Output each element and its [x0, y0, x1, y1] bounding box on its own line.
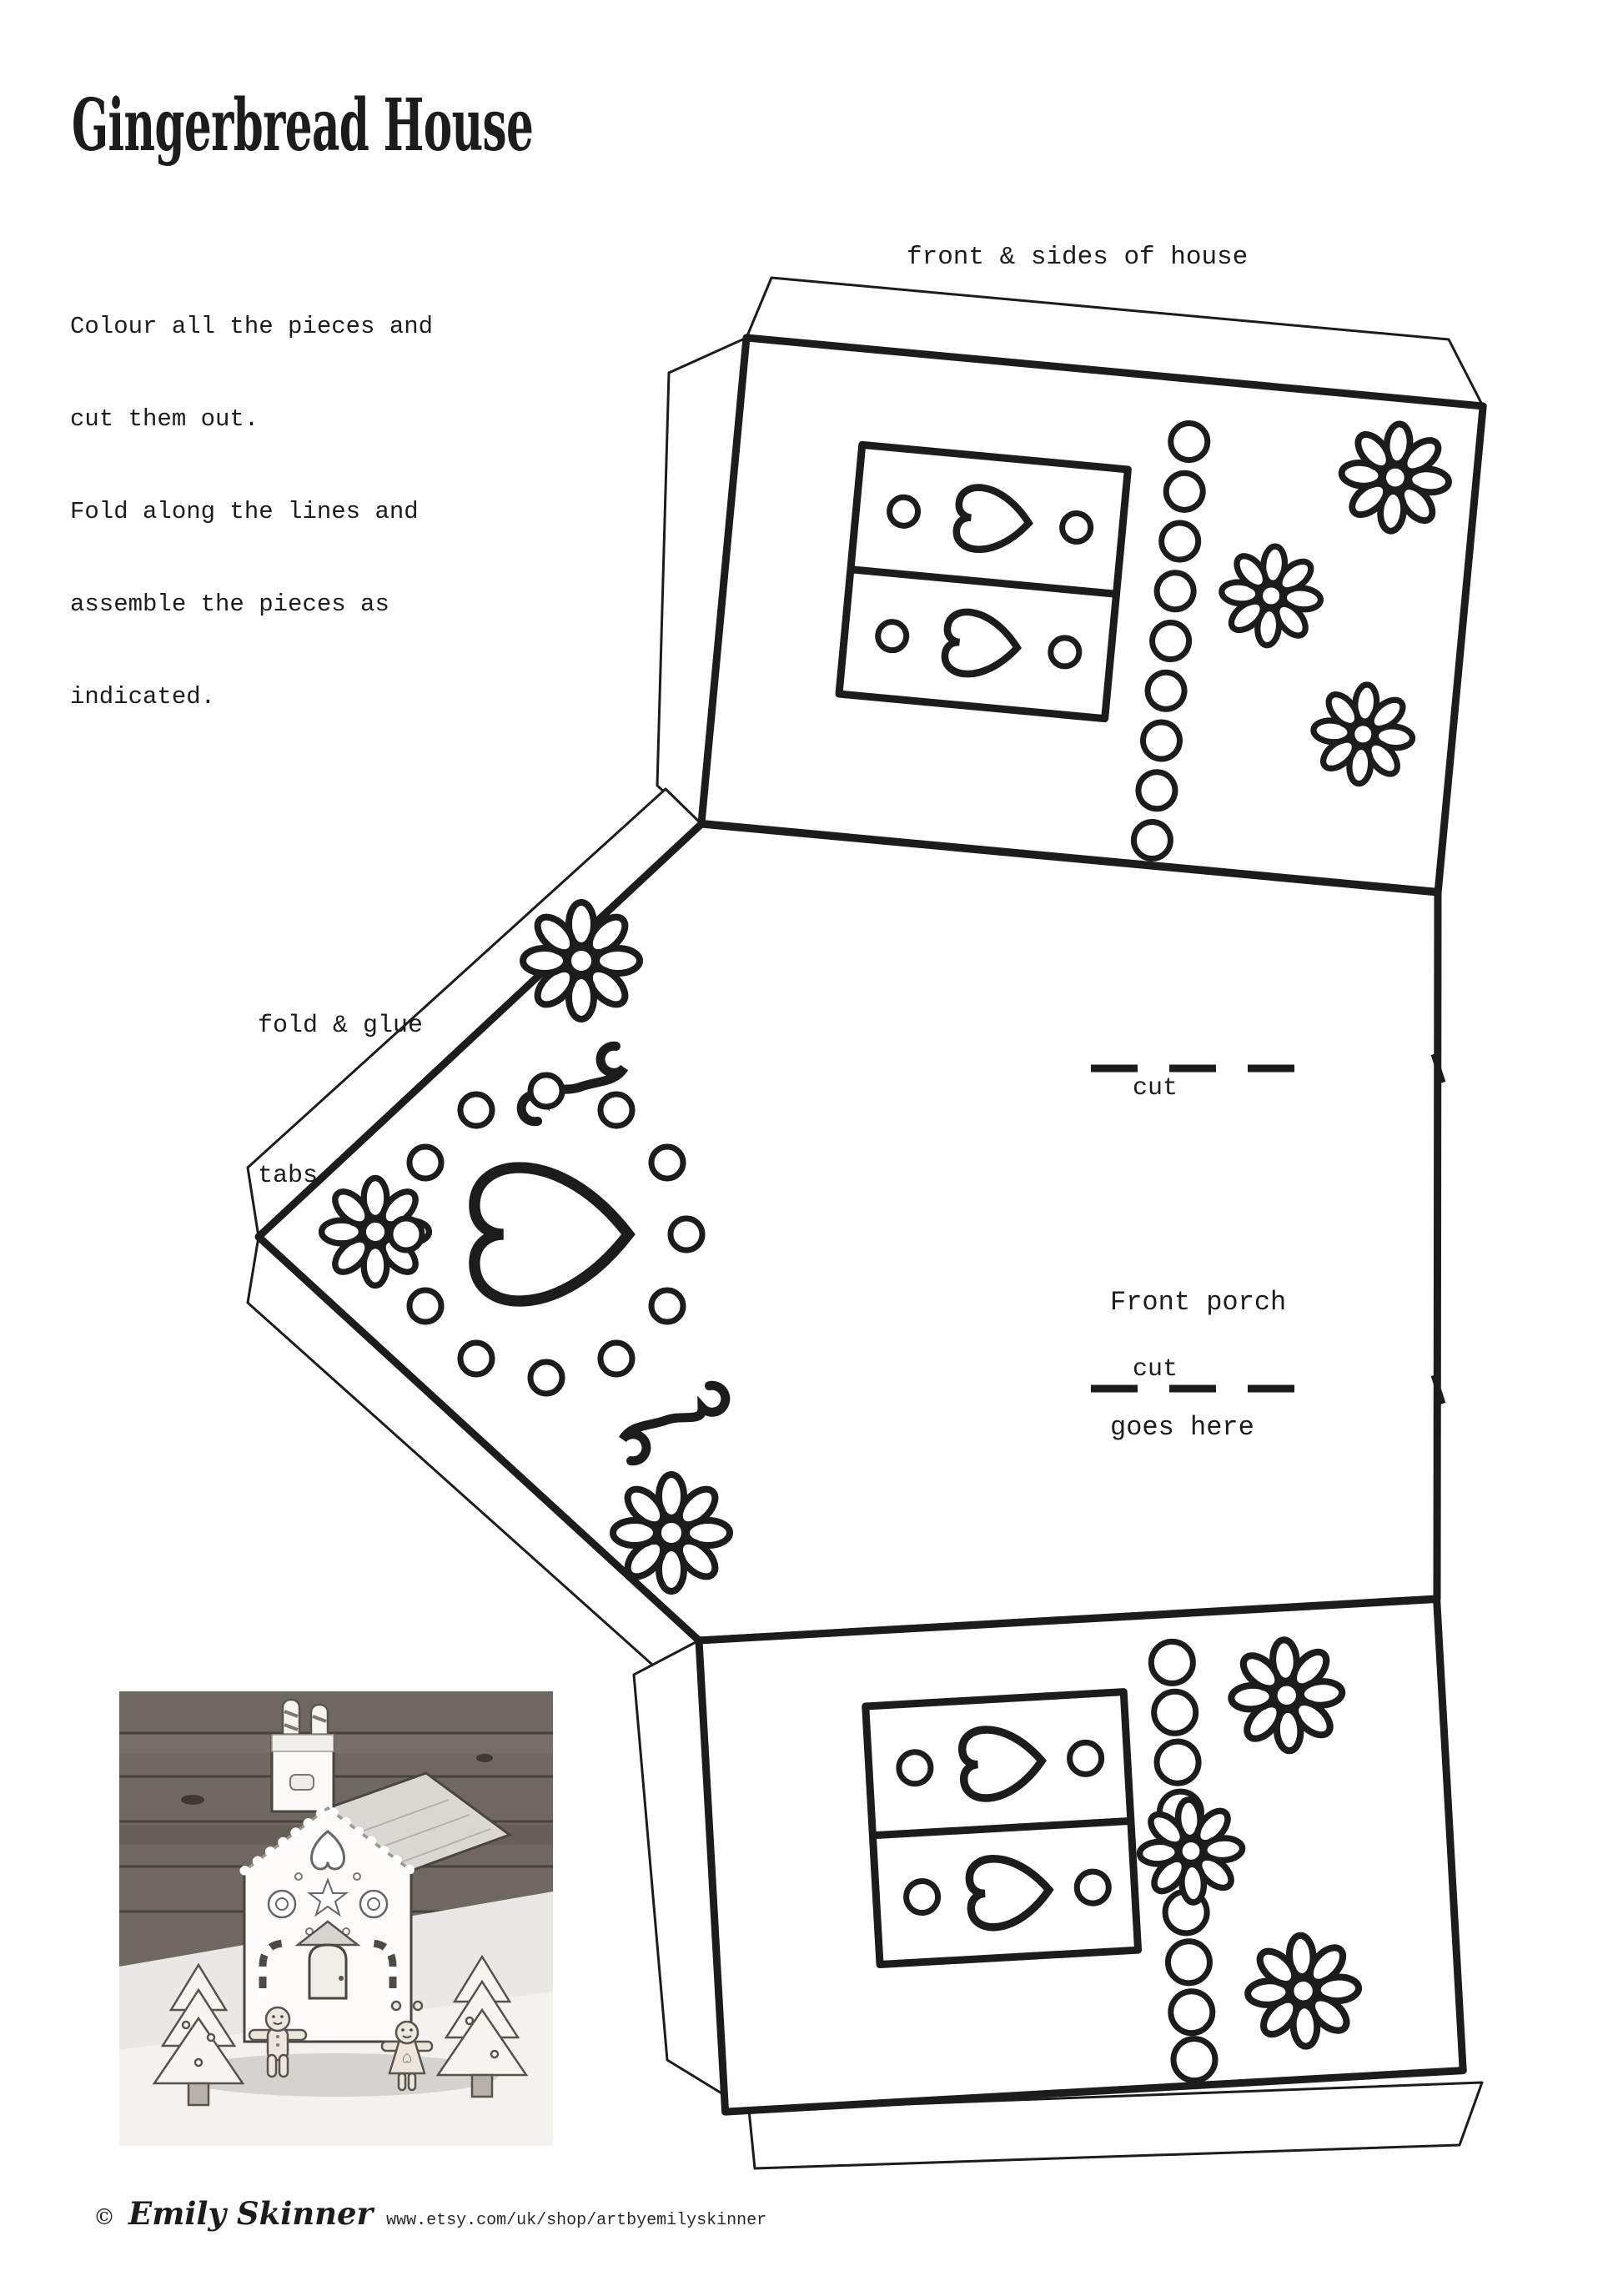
- flower-icon: [613, 1475, 730, 1591]
- footer-url: www.etsy.com/uk/shop/artbyemilyskinner: [386, 2211, 767, 2230]
- instruction-line: assemble the pieces as: [70, 590, 389, 618]
- instruction-line: Fold along the lines and: [70, 498, 419, 525]
- label-fold-glue-line2: tabs: [258, 1162, 319, 1190]
- instruction-line: indicated.: [70, 683, 216, 711]
- bottom-side-panel: [699, 1600, 1463, 2113]
- flower-icon: [1244, 1932, 1361, 2049]
- page-title: Gingerbread House: [72, 83, 534, 168]
- top-side-panel: [701, 338, 1483, 892]
- flower-icon: [523, 902, 640, 1019]
- label-front-porch-line1: Front porch: [1110, 1287, 1287, 1318]
- window: [839, 445, 1128, 718]
- footer-author: Emily Skinner: [128, 2195, 374, 2232]
- label-cut-bottom: cut: [1133, 1355, 1178, 1384]
- label-fold-glue: [258, 901, 423, 1301]
- door: [309, 1945, 346, 1998]
- instruction-line: cut them out.: [70, 405, 259, 433]
- label-fold-glue-line1: fold & glue: [258, 1012, 424, 1040]
- copyright-icon: ©: [93, 2205, 115, 2230]
- footer: [93, 2195, 766, 2232]
- label-cut-top: cut: [1133, 1074, 1178, 1103]
- instruction-line: Colour all the pieces and: [70, 313, 434, 340]
- label-front-sides: front & sides of house: [907, 243, 1249, 272]
- assembled-house-photo: [119, 1691, 553, 2146]
- label-front-porch: [1110, 1198, 1286, 1532]
- flower-icon: [1137, 1797, 1245, 1906]
- flower-icon: [1229, 1637, 1345, 1754]
- label-front-porch-line2: goes here: [1110, 1412, 1254, 1443]
- window: [866, 1692, 1138, 1965]
- instructions: [70, 249, 433, 774]
